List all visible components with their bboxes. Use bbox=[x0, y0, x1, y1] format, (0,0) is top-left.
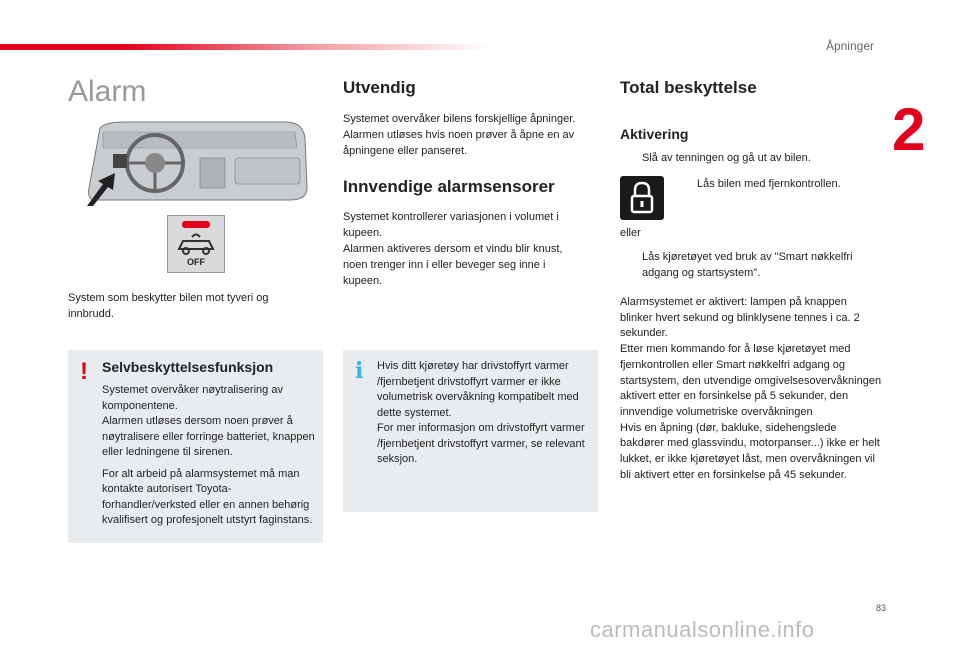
warning-icon: ! bbox=[80, 358, 88, 385]
info-box bbox=[343, 350, 598, 512]
utvendig-text: Systemet overvåker bilens forskjellige åpninger. Alarmen utløses hvis noen prøver å åpne en av åpningene eller panseret. bbox=[343, 113, 576, 157]
step-3: Lås kjøretøyet ved bruk av "Smart nøkkelfri adgang og startsystem". bbox=[642, 251, 853, 279]
step-2: Lås bilen med fjernkontrollen. bbox=[697, 178, 841, 190]
status-text: Alarmsystemet er aktivert: lampen på knappen blinker hvert sekund og blinklysene tennes i ca. 2 sekunder. Etter men kommando for å løse kjøretøyet med fjernkontrollen eller Smart nøkkelfri adgang og startsystem, den utvendige omgivelsesovervåkningen aktivert etter en forsinkelse på 5 sekunder, den innvendige volumetriske overvåkningen Hvis en åpning (dør, bakluke, sidehengslede bakdører med glassvindu, motorpanser...) ikke er helt lukket, er ikke kjøretøyet låst, men overvåkningen vil bli aktivert etter en forsinkelse på 45 sekunder. bbox=[620, 296, 882, 481]
dashboard-illustration bbox=[85, 118, 310, 206]
warning-text: Systemet overvåker nøytralisering av komponentene. Alarmen utløses dersom noen prøver å nøytralisere eller forringe batteriet, knappen eller ledningene til sirenen. For alt arbeid på alarmsystemet må man kontakte autorisert Toyota-forhandler/verksted eller en annen behørig kvalifisert og profesjonelt utstyrt faginstans. bbox=[102, 384, 315, 526]
alarm-off-button bbox=[167, 215, 225, 273]
page-number: 83 bbox=[875, 603, 886, 613]
lock-icon bbox=[620, 176, 664, 220]
intro-text: System som beskytter bilen mot tyveri og innbrudd. bbox=[68, 292, 269, 320]
warning-title: Selvbeskyttelsesfunksjon bbox=[102, 359, 274, 375]
watermark: carmanualsonline.info bbox=[590, 617, 815, 642]
info-icon: i bbox=[355, 358, 364, 384]
or-text: eller bbox=[620, 227, 641, 239]
heading-utvendig: Utvendig bbox=[343, 78, 416, 97]
chapter-number: 2 bbox=[892, 96, 926, 163]
info-text: Hvis ditt kjøretøy har drivstoffyrt varmer /fjernbetjent drivstoffyrt varmer er ikke volumetrisk overvåkning kompatibelt med dette systemet. For mer informasjon om drivstoffyrt varmer /fjernbetjent drivstoffyrt varmer, se relevant seksjon. bbox=[377, 360, 585, 465]
alarm-led-icon bbox=[182, 221, 210, 228]
step-1: Slå av tenningen og gå ut av bilen. bbox=[642, 152, 811, 164]
off-label: OFF bbox=[187, 257, 205, 267]
page-title: Alarm bbox=[68, 75, 147, 108]
heading-aktivering: Aktivering bbox=[620, 126, 689, 142]
innvendig-text: Systemet kontrollerer variasjonen i volumet i kupeen. Alarmen aktiveres dersom et vindu blir knust, noen trenger inn i eller beveger seg inne i kupeen. bbox=[343, 211, 563, 287]
warning-box bbox=[68, 350, 323, 543]
heading-innvendig: Innvendige alarmsensorer bbox=[343, 177, 555, 196]
heading-total: Total beskyttelse bbox=[620, 78, 757, 97]
section-name: Åpninger bbox=[825, 39, 874, 53]
header-accent-bar bbox=[0, 44, 490, 50]
